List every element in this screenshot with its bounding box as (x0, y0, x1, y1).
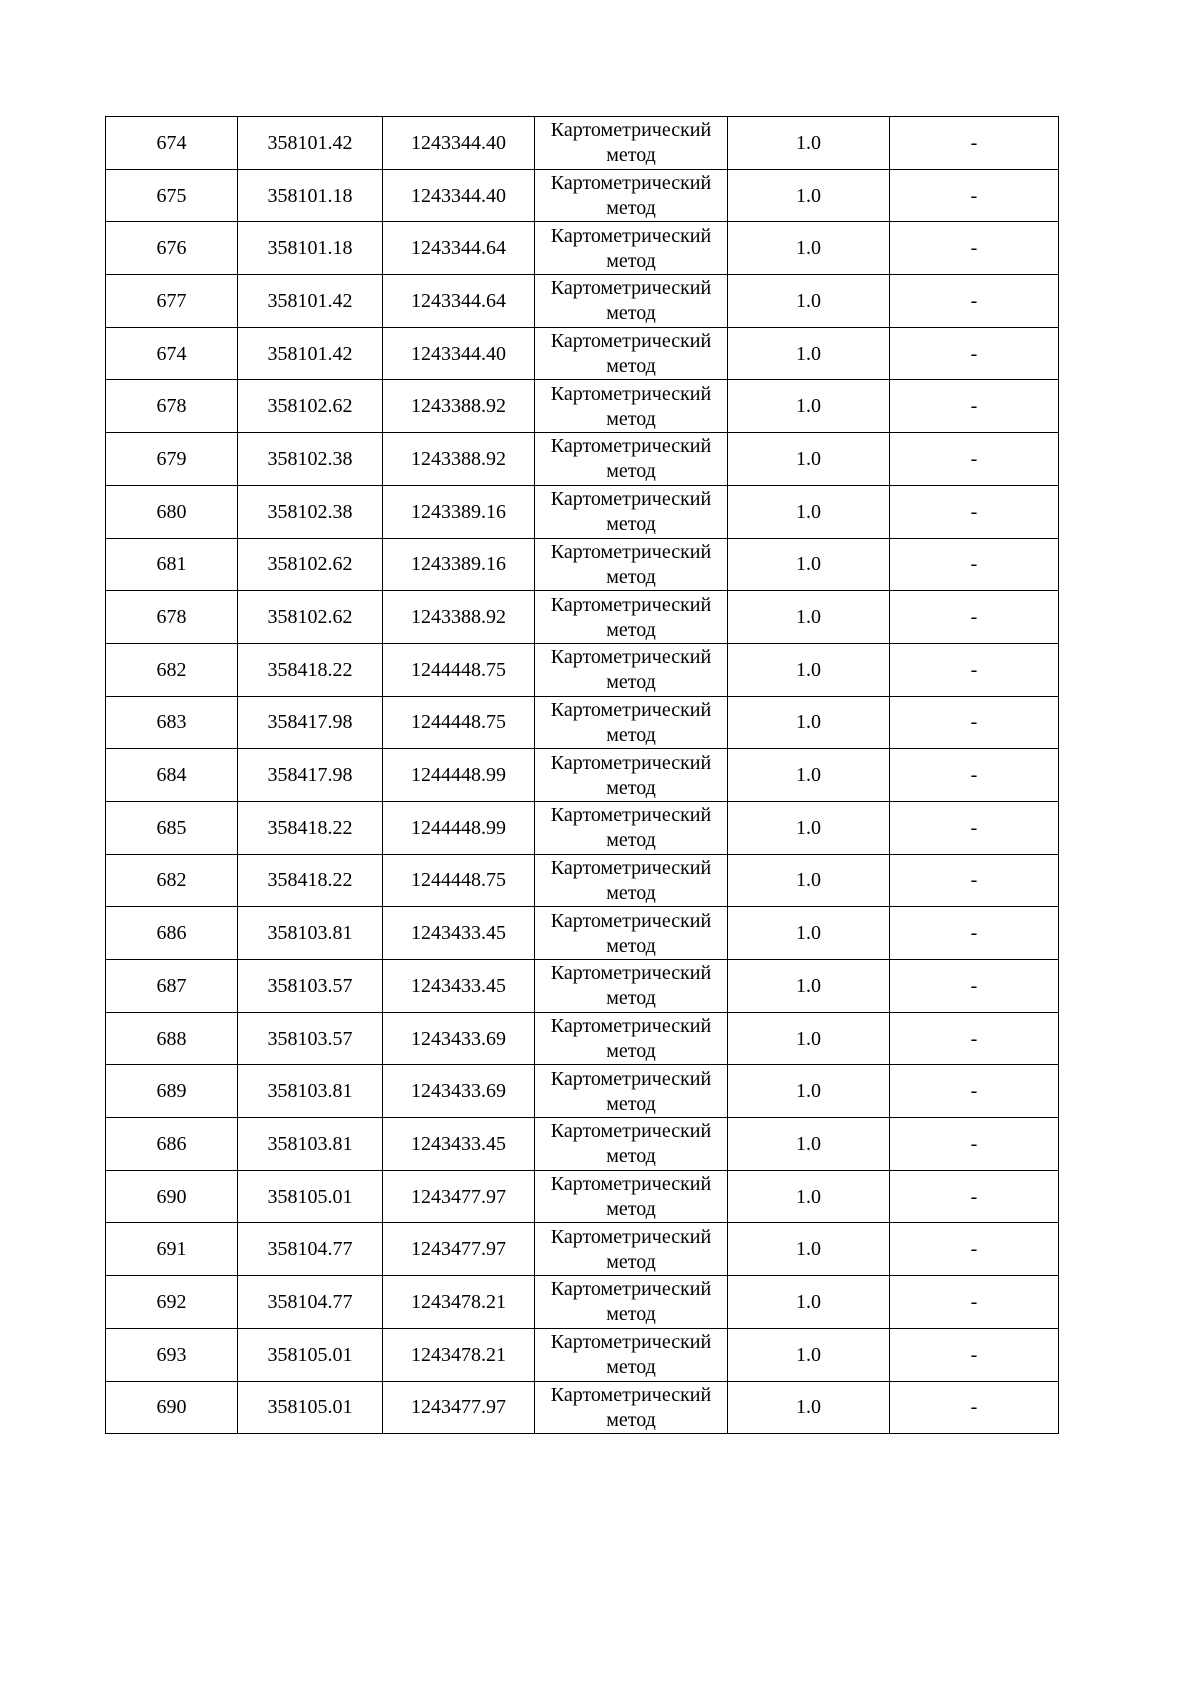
note-cell: - (890, 643, 1059, 696)
coordinates-table (105, 116, 1059, 1434)
y-coordinate-cell: 1243477.97 (383, 1170, 535, 1223)
accuracy-cell: 1.0 (728, 907, 890, 960)
method-text: Картометрический метод (550, 909, 712, 957)
method-text: Картометрический метод (550, 856, 712, 904)
y-coordinate-cell: 1243433.69 (383, 1012, 535, 1065)
note-cell: - (890, 275, 1059, 328)
method-text: Картометрический метод (550, 435, 712, 483)
table-row (106, 1381, 1059, 1434)
method-cell (535, 960, 728, 1013)
method-cell (535, 801, 728, 854)
y-coordinate-cell: 1243433.45 (383, 907, 535, 960)
method-cell (535, 380, 728, 433)
method-cell (535, 433, 728, 486)
note-cell: - (890, 1276, 1059, 1329)
method-cell (535, 643, 728, 696)
y-coordinate-cell: 1243389.16 (383, 538, 535, 591)
table-row (106, 1223, 1059, 1276)
point-number-cell: 692 (106, 1276, 238, 1329)
method-text: Картометрический метод (550, 330, 712, 378)
table-row (106, 1065, 1059, 1118)
y-coordinate-cell: 1243477.97 (383, 1381, 535, 1434)
method-text: Картометрический метод (550, 1383, 712, 1431)
point-number-cell: 676 (106, 222, 238, 275)
point-number-cell: 684 (106, 749, 238, 802)
y-coordinate-cell: 1243433.69 (383, 1065, 535, 1118)
x-coordinate-cell: 358102.38 (238, 433, 383, 486)
method-text: Картометрический метод (550, 962, 712, 1010)
table-row (106, 749, 1059, 802)
point-number-cell: 679 (106, 433, 238, 486)
y-coordinate-cell: 1244448.75 (383, 696, 535, 749)
note-cell: - (890, 380, 1059, 433)
method-cell (535, 327, 728, 380)
x-coordinate-cell: 358103.81 (238, 907, 383, 960)
method-cell (535, 907, 728, 960)
table-row (106, 1276, 1059, 1329)
table-row (106, 117, 1059, 170)
x-coordinate-cell: 358417.98 (238, 696, 383, 749)
table-row (106, 854, 1059, 907)
accuracy-cell: 1.0 (728, 801, 890, 854)
table-row (106, 643, 1059, 696)
method-text: Картометрический метод (550, 224, 712, 272)
table-row (106, 801, 1059, 854)
method-cell (535, 591, 728, 644)
note-cell: - (890, 960, 1059, 1013)
point-number-cell: 690 (106, 1170, 238, 1223)
x-coordinate-cell: 358101.18 (238, 222, 383, 275)
method-text: Картометрический метод (550, 1067, 712, 1115)
x-coordinate-cell: 358103.57 (238, 960, 383, 1013)
x-coordinate-cell: 358103.81 (238, 1118, 383, 1171)
method-cell (535, 538, 728, 591)
accuracy-cell: 1.0 (728, 1223, 890, 1276)
method-text: Картометрический метод (550, 698, 712, 746)
note-cell: - (890, 1381, 1059, 1434)
y-coordinate-cell: 1243433.45 (383, 1118, 535, 1171)
accuracy-cell: 1.0 (728, 1170, 890, 1223)
method-cell (535, 169, 728, 222)
method-text: Картометрический метод (550, 1225, 712, 1273)
y-coordinate-cell: 1243388.92 (383, 380, 535, 433)
y-coordinate-cell: 1243477.97 (383, 1223, 535, 1276)
y-coordinate-cell: 1244448.99 (383, 749, 535, 802)
method-text: Картометрический метод (550, 646, 712, 694)
note-cell: - (890, 749, 1059, 802)
x-coordinate-cell: 358418.22 (238, 643, 383, 696)
method-cell (535, 1223, 728, 1276)
accuracy-cell: 1.0 (728, 749, 890, 802)
point-number-cell: 674 (106, 327, 238, 380)
accuracy-cell: 1.0 (728, 117, 890, 170)
y-coordinate-cell: 1243478.21 (383, 1328, 535, 1381)
point-number-cell: 674 (106, 117, 238, 170)
accuracy-cell: 1.0 (728, 1065, 890, 1118)
table-row (106, 907, 1059, 960)
table-row (106, 591, 1059, 644)
y-coordinate-cell: 1243478.21 (383, 1276, 535, 1329)
method-text: Картометрический метод (550, 593, 712, 641)
x-coordinate-cell: 358101.42 (238, 275, 383, 328)
method-text: Картометрический метод (550, 488, 712, 536)
coordinates-table-body (106, 117, 1059, 1434)
x-coordinate-cell: 358418.22 (238, 801, 383, 854)
note-cell: - (890, 1118, 1059, 1171)
method-text: Картометрический метод (550, 804, 712, 852)
table-row (106, 1118, 1059, 1171)
point-number-cell: 693 (106, 1328, 238, 1381)
y-coordinate-cell: 1244448.75 (383, 854, 535, 907)
method-text: Картометрический метод (550, 751, 712, 799)
method-cell (535, 117, 728, 170)
table-row (106, 1012, 1059, 1065)
method-cell (535, 1170, 728, 1223)
accuracy-cell: 1.0 (728, 1381, 890, 1434)
note-cell: - (890, 169, 1059, 222)
x-coordinate-cell: 358105.01 (238, 1170, 383, 1223)
y-coordinate-cell: 1243344.64 (383, 222, 535, 275)
y-coordinate-cell: 1243344.40 (383, 169, 535, 222)
accuracy-cell: 1.0 (728, 433, 890, 486)
accuracy-cell: 1.0 (728, 1118, 890, 1171)
method-text: Картометрический метод (550, 1015, 712, 1063)
table-row (106, 222, 1059, 275)
note-cell: - (890, 907, 1059, 960)
x-coordinate-cell: 358104.77 (238, 1276, 383, 1329)
method-cell (535, 222, 728, 275)
note-cell: - (890, 485, 1059, 538)
y-coordinate-cell: 1243388.92 (383, 433, 535, 486)
method-text: Картометрический метод (550, 277, 712, 325)
method-cell (535, 1276, 728, 1329)
point-number-cell: 681 (106, 538, 238, 591)
accuracy-cell: 1.0 (728, 643, 890, 696)
x-coordinate-cell: 358418.22 (238, 854, 383, 907)
x-coordinate-cell: 358101.42 (238, 327, 383, 380)
table-row (106, 538, 1059, 591)
note-cell: - (890, 1223, 1059, 1276)
method-cell (535, 1065, 728, 1118)
table-row (106, 380, 1059, 433)
point-number-cell: 687 (106, 960, 238, 1013)
x-coordinate-cell: 358104.77 (238, 1223, 383, 1276)
point-number-cell: 690 (106, 1381, 238, 1434)
note-cell: - (890, 854, 1059, 907)
point-number-cell: 686 (106, 1118, 238, 1171)
point-number-cell: 685 (106, 801, 238, 854)
table-row (106, 960, 1059, 1013)
point-number-cell: 675 (106, 169, 238, 222)
point-number-cell: 689 (106, 1065, 238, 1118)
accuracy-cell: 1.0 (728, 485, 890, 538)
method-text: Картометрический метод (550, 1278, 712, 1326)
table-row (106, 1170, 1059, 1223)
method-text: Картометрический метод (550, 172, 712, 220)
table-row (106, 696, 1059, 749)
note-cell: - (890, 591, 1059, 644)
accuracy-cell: 1.0 (728, 222, 890, 275)
y-coordinate-cell: 1243344.64 (383, 275, 535, 328)
accuracy-cell: 1.0 (728, 696, 890, 749)
accuracy-cell: 1.0 (728, 380, 890, 433)
accuracy-cell: 1.0 (728, 327, 890, 380)
note-cell: - (890, 1170, 1059, 1223)
method-text: Картометрический метод (550, 1173, 712, 1221)
table-row (106, 485, 1059, 538)
point-number-cell: 682 (106, 854, 238, 907)
y-coordinate-cell: 1243433.45 (383, 960, 535, 1013)
y-coordinate-cell: 1244448.75 (383, 643, 535, 696)
accuracy-cell: 1.0 (728, 538, 890, 591)
x-coordinate-cell: 358102.62 (238, 591, 383, 644)
y-coordinate-cell: 1244448.99 (383, 801, 535, 854)
table-row (106, 327, 1059, 380)
note-cell: - (890, 433, 1059, 486)
method-text: Картометрический метод (550, 382, 712, 430)
point-number-cell: 686 (106, 907, 238, 960)
note-cell: - (890, 801, 1059, 854)
y-coordinate-cell: 1243389.16 (383, 485, 535, 538)
point-number-cell: 683 (106, 696, 238, 749)
x-coordinate-cell: 358102.38 (238, 485, 383, 538)
method-cell (535, 1012, 728, 1065)
y-coordinate-cell: 1243344.40 (383, 327, 535, 380)
note-cell: - (890, 327, 1059, 380)
accuracy-cell: 1.0 (728, 275, 890, 328)
method-text: Картометрический метод (550, 1120, 712, 1168)
note-cell: - (890, 696, 1059, 749)
point-number-cell: 682 (106, 643, 238, 696)
note-cell: - (890, 1328, 1059, 1381)
table-row (106, 275, 1059, 328)
accuracy-cell: 1.0 (728, 169, 890, 222)
x-coordinate-cell: 358102.62 (238, 380, 383, 433)
table-row (106, 1328, 1059, 1381)
y-coordinate-cell: 1243344.40 (383, 117, 535, 170)
point-number-cell: 680 (106, 485, 238, 538)
accuracy-cell: 1.0 (728, 1012, 890, 1065)
x-coordinate-cell: 358105.01 (238, 1328, 383, 1381)
accuracy-cell: 1.0 (728, 1276, 890, 1329)
method-cell (535, 854, 728, 907)
x-coordinate-cell: 358417.98 (238, 749, 383, 802)
table-row (106, 169, 1059, 222)
method-cell (535, 749, 728, 802)
method-text: Картометрический метод (550, 1331, 712, 1379)
y-coordinate-cell: 1243388.92 (383, 591, 535, 644)
method-cell (535, 1118, 728, 1171)
note-cell: - (890, 117, 1059, 170)
method-text: Картометрический метод (550, 119, 712, 167)
method-cell (535, 696, 728, 749)
note-cell: - (890, 222, 1059, 275)
note-cell: - (890, 538, 1059, 591)
x-coordinate-cell: 358103.57 (238, 1012, 383, 1065)
note-cell: - (890, 1012, 1059, 1065)
point-number-cell: 678 (106, 591, 238, 644)
table-row (106, 433, 1059, 486)
point-number-cell: 691 (106, 1223, 238, 1276)
x-coordinate-cell: 358101.42 (238, 117, 383, 170)
method-cell (535, 1381, 728, 1434)
accuracy-cell: 1.0 (728, 591, 890, 644)
point-number-cell: 688 (106, 1012, 238, 1065)
x-coordinate-cell: 358102.62 (238, 538, 383, 591)
accuracy-cell: 1.0 (728, 960, 890, 1013)
x-coordinate-cell: 358103.81 (238, 1065, 383, 1118)
method-text: Картометрический метод (550, 540, 712, 588)
accuracy-cell: 1.0 (728, 854, 890, 907)
x-coordinate-cell: 358101.18 (238, 169, 383, 222)
point-number-cell: 677 (106, 275, 238, 328)
method-cell (535, 275, 728, 328)
x-coordinate-cell: 358105.01 (238, 1381, 383, 1434)
method-cell (535, 1328, 728, 1381)
accuracy-cell: 1.0 (728, 1328, 890, 1381)
note-cell: - (890, 1065, 1059, 1118)
method-cell (535, 485, 728, 538)
point-number-cell: 678 (106, 380, 238, 433)
